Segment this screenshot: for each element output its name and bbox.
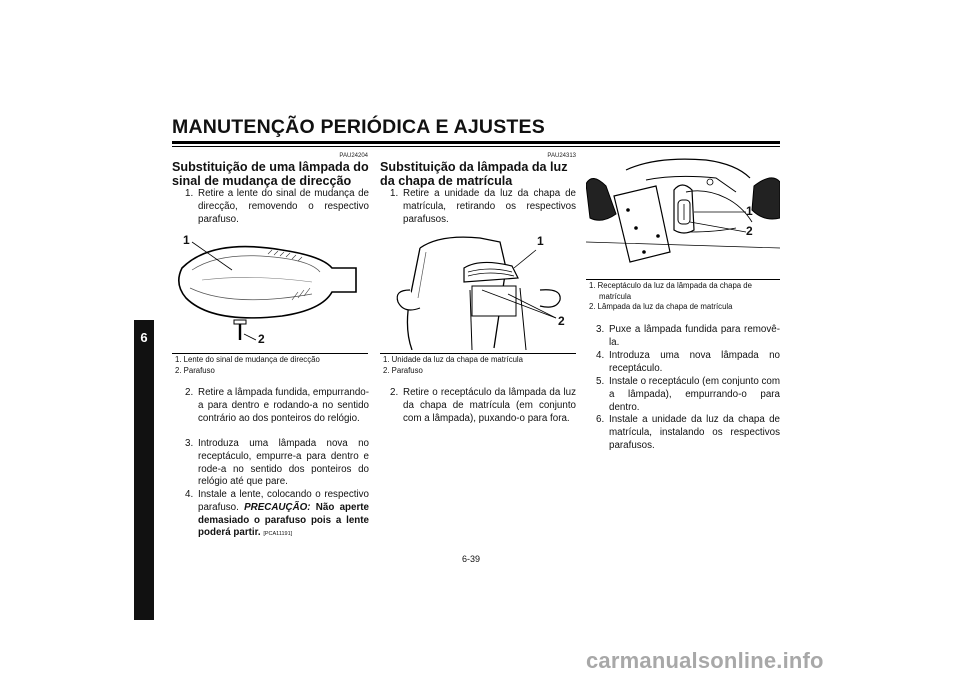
step-item (185, 188, 369, 226)
caption-rule (380, 353, 576, 354)
step-text: Retire o receptáculo da lâmpada da luz da chapa de matrícula (em conjunto com a lâmpada), puxando-o para fora. (403, 387, 576, 424)
step-text: Retire a lente do sinal de mudança de direcção, removendo o respectivo parafuso. (198, 188, 369, 225)
section-heading-line: da chapa de matrícula (380, 174, 513, 188)
step-text (198, 489, 369, 541)
caption-line: 1. Lente do sinal de mudança de direcção (175, 355, 320, 364)
section-heading (172, 160, 372, 188)
caption-line: 1. Receptáculo da luz da lâmpada da chapa de matrícula (589, 281, 752, 301)
section-heading-line: sinal de mudança de direcção (172, 174, 352, 188)
step-text: Retire a unidade da luz da chapa de matrícula, retirando os respectivos parafusos. (403, 188, 576, 225)
figure-caption (175, 355, 371, 376)
caption-line: 1. Unidade da luz da chapa de matrícula (383, 355, 524, 364)
turn-signal-figure (172, 228, 368, 350)
step-number: 3. (596, 324, 605, 335)
section-heading-line: Substituição da lâmpada da luz (380, 160, 568, 174)
step-item (185, 489, 369, 541)
figure-callout: 1 (537, 234, 544, 248)
step-text: Introduza uma lâmpada nova no receptáculo, empurre-a para dentro e rode-a no sentido dos ponteiros do relógio até que pare. (198, 438, 369, 488)
warning-code: [PCA11191] (263, 531, 293, 538)
step-item (596, 350, 780, 376)
step-item (185, 438, 369, 489)
step-number: 2. (390, 387, 399, 398)
caption-line: 2. Lâmpada da luz da chapa de matrícula (589, 302, 733, 311)
step-text-main: Instale a lente, colocando o respectivo parafuso. (198, 489, 369, 513)
step-number: 1. (390, 188, 399, 199)
step-number: 4. (185, 489, 194, 500)
chapter-tab (134, 320, 154, 620)
section-heading-line: Substituição de uma lâmpada do (172, 160, 369, 174)
step-text: Instale a unidade da luz da chapa de matrícula, instalando os respectivos parafusos. (609, 414, 780, 451)
figure-callout: 2 (258, 332, 265, 346)
section-code: PAU24313 (547, 153, 576, 159)
caption-rule (172, 353, 368, 354)
step-item (390, 387, 576, 425)
step-text: Instale o receptáculo (em conjunto com a lâmpada), empurrando-o para dentro. (609, 376, 780, 413)
figure-callout: 1 (183, 233, 190, 247)
warning-text: Não aperte demasiado o parafuso pois a lente poderá partir. (198, 501, 369, 539)
step-number: 6. (596, 414, 605, 425)
step-item (596, 414, 780, 452)
step-number: 3. (185, 438, 194, 449)
page-number: 6-39 (462, 554, 481, 564)
step-number: 1. (185, 188, 194, 199)
figure-caption (383, 355, 579, 376)
figure-callout: 2 (558, 314, 565, 328)
step-item (596, 324, 780, 350)
caption-line: 2. Parafuso (383, 365, 423, 375)
figure-caption (589, 281, 783, 313)
section-code: PAU24204 (339, 153, 368, 159)
step-text: Puxe a lâmpada fundida para removê-la. (609, 324, 780, 348)
caption-line: 2. Parafuso (175, 365, 215, 375)
title-rule (172, 141, 780, 144)
step-text: Retire a lâmpada fundida, empurrando-a para dentro e rodando-a no sentido contrário ao dos ponteiros do relógio. (198, 387, 370, 424)
section-heading (380, 160, 580, 188)
watermark-link[interactable]: carmanualsonline.info (586, 648, 824, 673)
license-light-figure (380, 228, 576, 350)
step-text: Introduza uma nova lâmpada no receptáculo. (609, 350, 780, 374)
caption-rule (586, 279, 780, 280)
step-number: 5. (596, 376, 605, 387)
page-title: MANUTENÇÃO PERIÓDICA E AJUSTES (172, 116, 545, 138)
step-item (390, 188, 576, 226)
title-rule-thin (172, 146, 780, 147)
step-item (596, 376, 780, 414)
figure-callout: 1 (746, 204, 753, 218)
chapter-tab-number: 6 (140, 330, 148, 345)
figure-callout: 2 (746, 224, 753, 238)
step-number: 4. (596, 350, 605, 361)
step-item (185, 387, 369, 425)
step-number: 2. (185, 387, 194, 398)
warning-label: PRECAUÇÃO: (244, 501, 311, 513)
